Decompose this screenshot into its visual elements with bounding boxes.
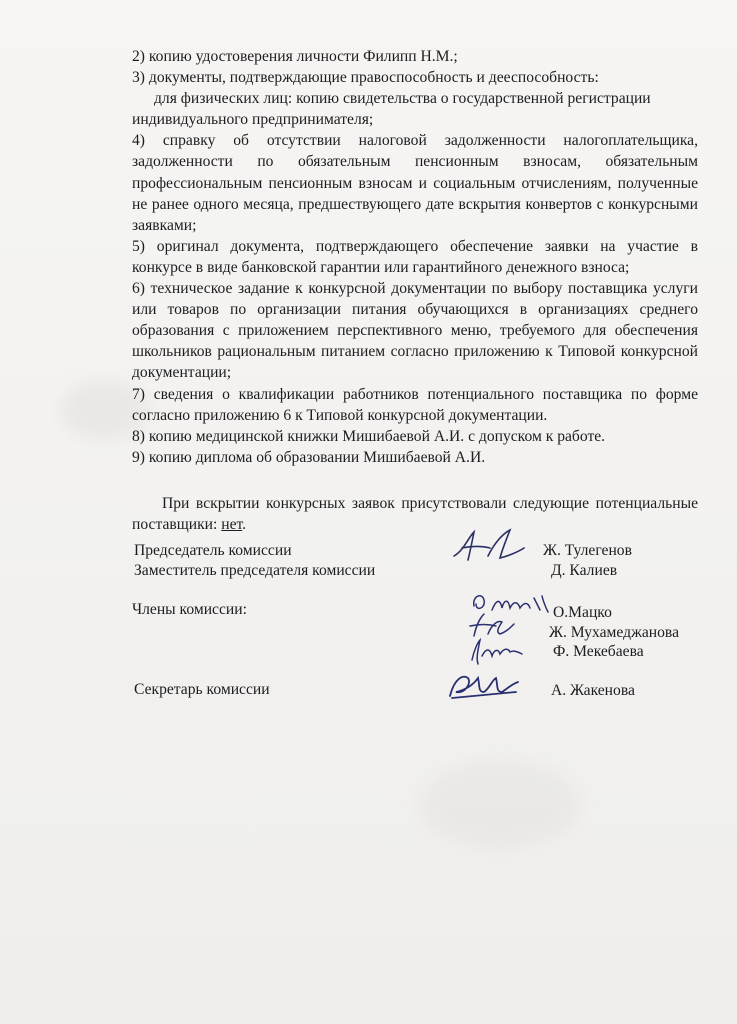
secretary-signature [446, 670, 522, 704]
deputy-label: Заместитель председателя комиссии [134, 562, 376, 579]
attendance-end: . [242, 515, 247, 533]
chairman-label: Председатель комиссии [134, 542, 292, 559]
list-item-6: 6) техническое задание к конкурсной документации по выбору поставщика услуги или товаров по организации питания обучающихся в организациях среднего образования с приложением перспективного меню, требуемого для обеспечения школьников рациональным питанием согласно приложению к Типовой конкурсной документации; [132, 280, 698, 382]
secretary-name: А. Жакенова [551, 682, 635, 699]
member1-name: О.Мацко [553, 604, 612, 621]
attendance-value: нет [221, 515, 243, 533]
list-item-3-sub: для физических лиц: копию свидетельства о государственной регистрации индивидуального предпринимателя; [132, 90, 651, 129]
list-item-3: 3) документы, подтверждающие правоспособность и дееспособность: [132, 69, 599, 87]
attendance-text: При вскрытии конкурсных заявок присутствовали следующие потенциальные поставщики: [132, 494, 698, 533]
deputy-name: Д. Калиев [551, 562, 618, 579]
secretary-label: Секретарь комиссии [134, 681, 270, 698]
member3-name: Ф. Мекебаева [553, 643, 644, 660]
list-item-5: 5) оригинал документа, подтверждающего обеспечение заявки на участие в конкурсе в виде банковской гарантии или гарантийного денежного взноса; [132, 237, 698, 276]
member3-signature [466, 638, 526, 668]
attendance-paragraph [132, 493, 698, 535]
scan-stain [420, 760, 580, 850]
list-item-8: 8) копию медицинской книжки Мишибаевой А.И. с допуском к работе. [132, 427, 606, 445]
members-label: Члены комиссии: [132, 601, 247, 618]
chairman-signature [448, 526, 528, 566]
chairman-name: Ж. Тулегенов [543, 542, 632, 559]
list-item-9: 9) копию диплома об образовании Мишибаевой А.И. [132, 448, 486, 466]
list-item-7: 7) сведения о квалификации работников потенциального поставщика по форме согласно приложению 6 к Типовой конкурсной документации. [132, 385, 698, 424]
list-item-4: 4) справку об отсутствии налоговой задолженности налогоплательщика, задолженности по обязательным пенсионным взносам, обязательным профессиональным пенсионным взносам и социальным отчислениям, полученные не ранее одного месяца, предшествующего дате вскрытия конвертов с конкурсными заявками; [132, 132, 698, 234]
list-item-2: 2) копию удостоверения личности Филипп Н.М.; [132, 48, 458, 65]
document-body [132, 46, 698, 535]
member2-name: Ж. Мухамеджанова [549, 624, 679, 641]
